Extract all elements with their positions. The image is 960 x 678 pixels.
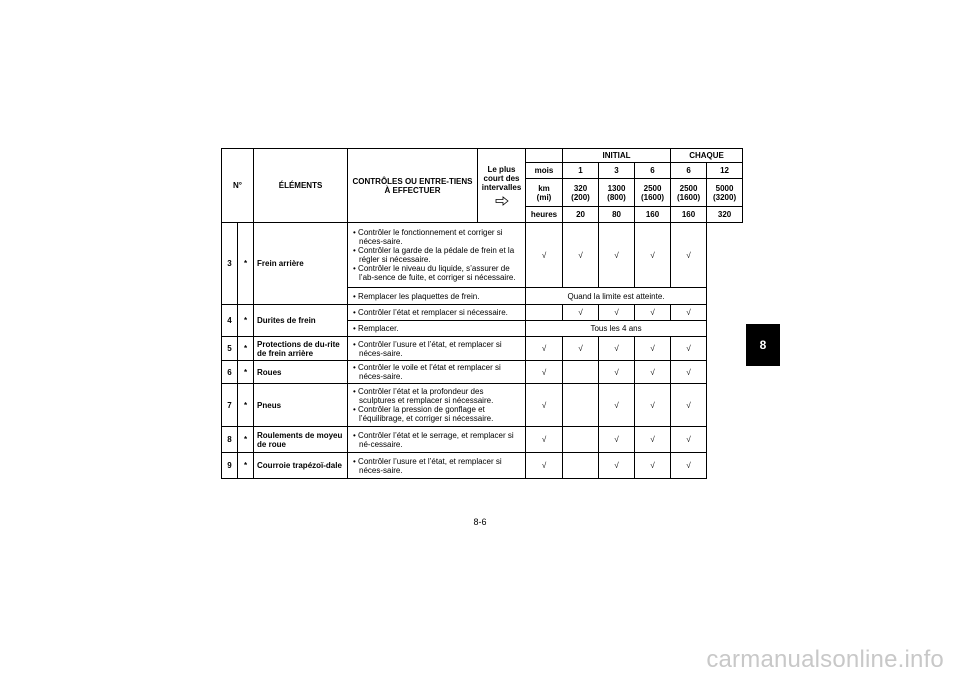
check-cell: √	[599, 384, 635, 427]
check-cell: √	[526, 361, 563, 384]
section-tab: 8	[746, 324, 780, 366]
unit-value: 320	[707, 207, 743, 223]
check-cell: √	[635, 337, 671, 361]
unit-value: 320 (200)	[563, 179, 599, 207]
check-cell: √	[599, 223, 635, 288]
unit-value: 2500 (1600)	[635, 179, 671, 207]
control-cell	[348, 361, 526, 384]
check-cell: √	[635, 453, 671, 479]
row-number: 8	[222, 427, 238, 453]
unit-value: 1	[563, 163, 599, 179]
table-row	[222, 453, 743, 479]
row-star: *	[238, 223, 254, 305]
check-cell: √	[563, 337, 599, 361]
check-cell	[563, 361, 599, 384]
check-cell: √	[526, 453, 563, 479]
control-item: • Contrôler le voile et l’état et remplacer si néces-saire.	[351, 363, 522, 381]
maintenance-table	[221, 148, 743, 479]
unit-label: heures	[526, 207, 563, 223]
check-cell: √	[635, 223, 671, 288]
control-item: • Contrôler l’état et la profondeur des sculptures et remplacer si nécessaire.	[351, 387, 522, 405]
control-cell	[348, 223, 526, 288]
unit-value: 6	[671, 163, 707, 179]
unit-label: km (mi)	[526, 179, 563, 207]
control-cell	[348, 384, 526, 427]
row-element: Courroie trapézoï-dale	[254, 453, 348, 479]
interval-note: Tous les 4 ans	[526, 321, 707, 337]
row-element: Roues	[254, 361, 348, 384]
check-cell: √	[599, 361, 635, 384]
row-star: *	[238, 337, 254, 361]
check-cell: √	[635, 427, 671, 453]
control-item: • Contrôler la garde de la pédale de frein et la régler si nécessaire.	[351, 246, 522, 264]
row-number: 9	[222, 453, 238, 479]
check-cell	[563, 427, 599, 453]
table-row	[222, 427, 743, 453]
table-row	[222, 361, 743, 384]
unit-value: 80	[599, 207, 635, 223]
unit-value: 1300 (800)	[599, 179, 635, 207]
check-cell: √	[671, 337, 707, 361]
header-spacer	[526, 149, 563, 163]
control-cell	[348, 453, 526, 479]
row-star: *	[238, 384, 254, 427]
watermark: carmanualsonline.info	[706, 646, 944, 673]
row-number: 7	[222, 384, 238, 427]
check-cell: √	[671, 361, 707, 384]
unit-label: mois	[526, 163, 563, 179]
shortest-interval-label: Le plus court des intervalles	[481, 165, 522, 192]
check-cell: √	[526, 427, 563, 453]
table-row	[222, 305, 743, 321]
unit-value: 12	[707, 163, 743, 179]
page-number: 8-6	[473, 517, 487, 527]
header-shortest-interval	[478, 149, 526, 223]
unit-value: 160	[635, 207, 671, 223]
table-row	[222, 223, 743, 288]
check-cell: √	[599, 453, 635, 479]
unit-value: 5000 (3200)	[707, 179, 743, 207]
table-row	[222, 384, 743, 427]
unit-value: 20	[563, 207, 599, 223]
control-item: • Remplacer.	[351, 324, 522, 333]
check-cell: √	[526, 384, 563, 427]
unit-value: 160	[671, 207, 707, 223]
table-body	[222, 223, 743, 479]
check-cell	[563, 453, 599, 479]
control-cell	[348, 321, 526, 337]
check-cell: √	[671, 384, 707, 427]
check-cell	[526, 305, 563, 321]
control-item: • Contrôler l’usure et l’état, et remplacer si néces-saire.	[351, 340, 522, 358]
row-number: 3	[222, 223, 238, 305]
check-cell: √	[635, 305, 671, 321]
control-cell	[348, 305, 526, 321]
row-element: Frein arrière	[254, 223, 348, 305]
row-element: Durites de frein	[254, 305, 348, 337]
control-item: • Contrôler l’état et remplacer si nécessaire.	[351, 308, 522, 317]
interval-note: Quand la limite est atteinte.	[526, 288, 707, 305]
control-item: • Contrôler la pression de gonflage et l’équilibrage, et corriger si nécessaire.	[351, 405, 522, 423]
control-item: • Contrôler le niveau du liquide, s’assurer de l’ab-sence de fuite, et corriger si nécessaire.	[351, 264, 522, 282]
table-row	[222, 337, 743, 361]
row-element: Protections de du-rite de frein arrière	[254, 337, 348, 361]
control-item: • Contrôler l’état et le serrage, et remplacer si né-cessaire.	[351, 431, 522, 449]
check-cell: √	[563, 223, 599, 288]
control-item: • Contrôler l’usure et l’état, et remplacer si néces-saire.	[351, 457, 522, 475]
check-cell: √	[599, 305, 635, 321]
unit-value: 2500 (1600)	[671, 179, 707, 207]
unit-value: 3	[599, 163, 635, 179]
control-cell	[348, 427, 526, 453]
row-star: *	[238, 427, 254, 453]
row-star: *	[238, 305, 254, 337]
header-elements: ÉLÉMENTS	[254, 149, 348, 223]
header-controls: CONTRÔLES OU ENTRE-TIENS À EFFECTUER	[348, 149, 478, 223]
row-number: 5	[222, 337, 238, 361]
check-cell: √	[671, 453, 707, 479]
unit-value: 6	[635, 163, 671, 179]
header-row	[222, 149, 743, 163]
row-star: *	[238, 361, 254, 384]
control-item: • Remplacer les plaquettes de frein.	[351, 292, 522, 301]
control-cell	[348, 288, 526, 305]
control-cell	[348, 337, 526, 361]
check-cell: √	[635, 361, 671, 384]
check-cell: √	[599, 337, 635, 361]
row-star: *	[238, 453, 254, 479]
row-element: Roulements de moyeu de roue	[254, 427, 348, 453]
check-cell: √	[671, 427, 707, 453]
row-element: Pneus	[254, 384, 348, 427]
header-initial: INITIAL	[563, 149, 671, 163]
check-cell: √	[671, 305, 707, 321]
row-number: 4	[222, 305, 238, 337]
check-cell: √	[635, 384, 671, 427]
check-cell: √	[671, 223, 707, 288]
header-each: CHAQUE	[671, 149, 743, 163]
control-item: • Contrôler le fonctionnement et corriger si néces-saire.	[351, 228, 522, 246]
row-number: 6	[222, 361, 238, 384]
check-cell: √	[526, 223, 563, 288]
check-cell: √	[526, 337, 563, 361]
check-cell: √	[599, 427, 635, 453]
arrow-right-icon	[495, 196, 509, 206]
header-num: N°	[222, 149, 254, 223]
check-cell: √	[563, 305, 599, 321]
check-cell	[563, 384, 599, 427]
